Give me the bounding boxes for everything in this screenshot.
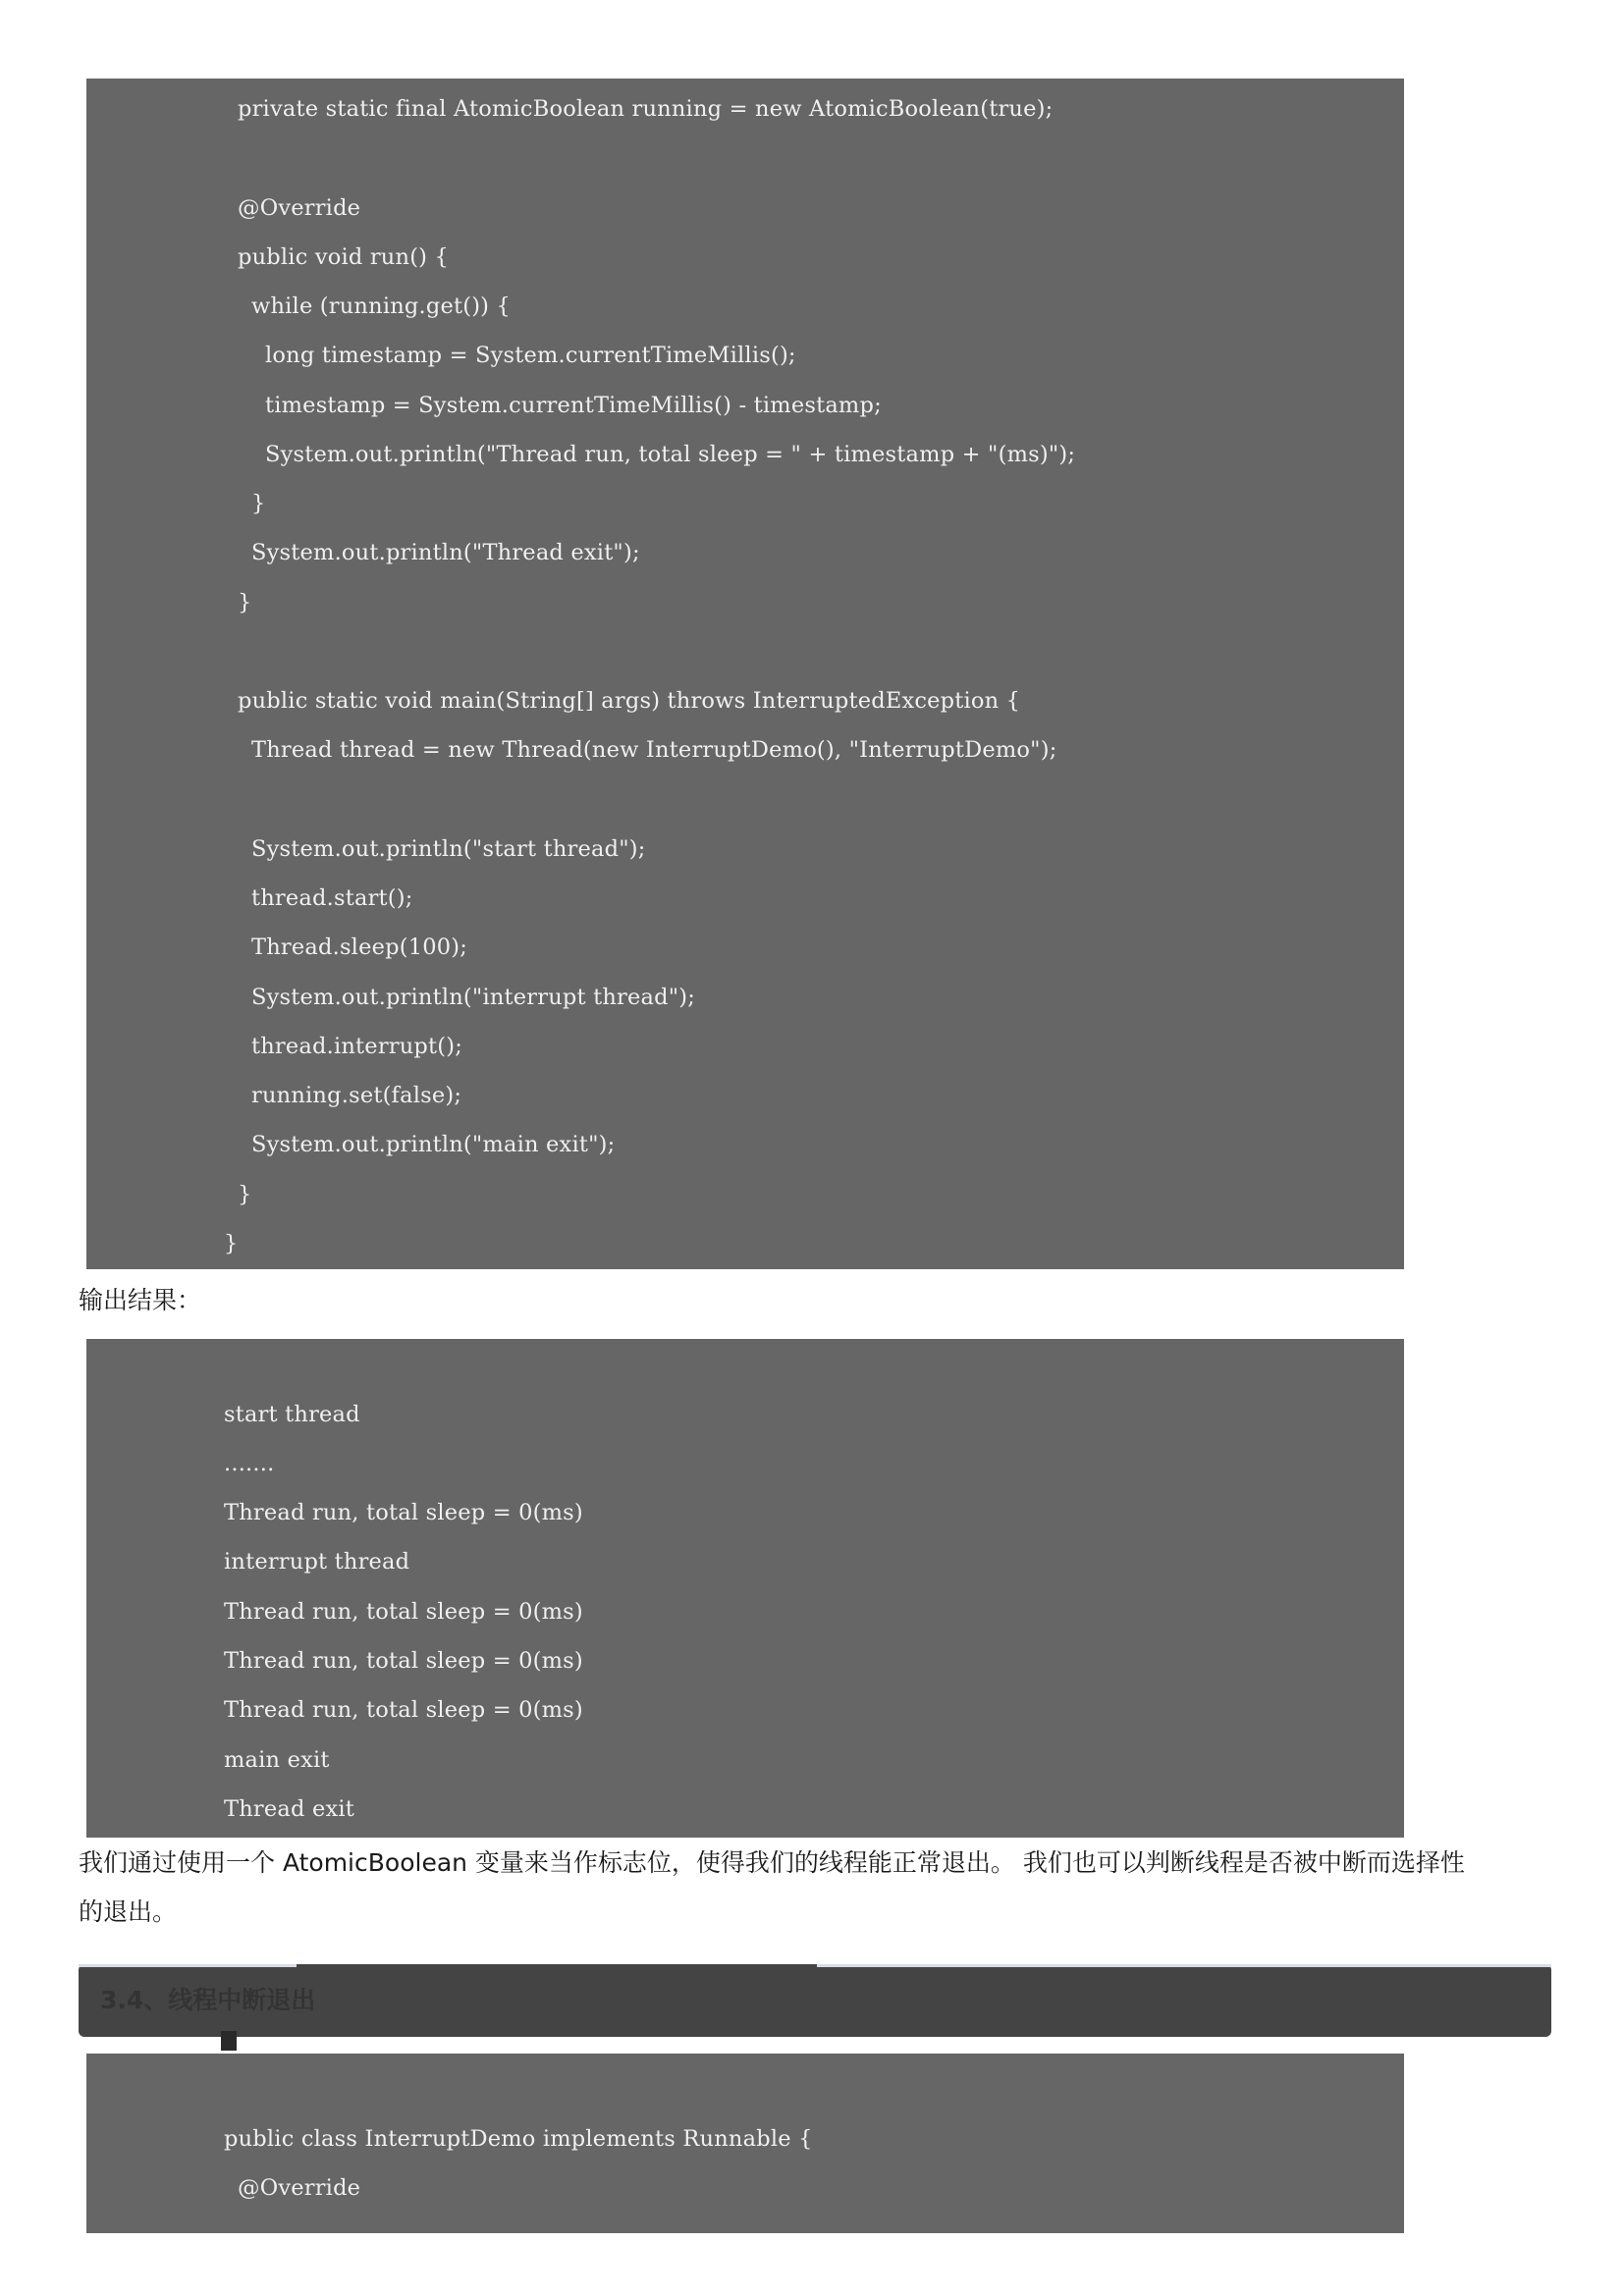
code-line: System.out.println("start thread"); bbox=[251, 836, 646, 862]
section-header-bar bbox=[79, 1964, 1551, 2037]
code-line: @Override bbox=[238, 195, 361, 221]
output-line: main exit bbox=[224, 1747, 330, 1773]
code-line: System.out.println("Thread exit"); bbox=[251, 540, 640, 565]
code-block-output bbox=[86, 1339, 1404, 1838]
output-line: Thread run, total sleep = 0(ms) bbox=[224, 1500, 583, 1525]
output-label: 输出结果： bbox=[79, 1286, 202, 1314]
code-line: thread.start(); bbox=[251, 885, 413, 911]
output-line: Thread exit bbox=[224, 1796, 354, 1822]
code-line: System.out.println("interrupt thread"); bbox=[251, 985, 696, 1010]
code-line: } bbox=[224, 1231, 239, 1256]
output-line: Thread run, total sleep = 0(ms) bbox=[224, 1697, 583, 1723]
code-line: private static final AtomicBoolean running = new AtomicBoolean(true); bbox=[238, 96, 1054, 122]
output-line: interrupt thread bbox=[224, 1549, 410, 1575]
section-marker bbox=[221, 2031, 237, 2051]
output-line: Thread run, total sleep = 0(ms) bbox=[224, 1599, 583, 1625]
code-line: } bbox=[238, 1182, 252, 1207]
code-line: public class InterruptDemo implements Runnable { bbox=[224, 2126, 813, 2152]
code-block-source bbox=[86, 79, 1404, 1269]
output-line: start thread bbox=[224, 1402, 360, 1427]
body-paragraph-line-2: 的退出。 bbox=[79, 1897, 178, 1926]
code-line: @Override bbox=[238, 2175, 361, 2201]
code-line: } bbox=[238, 590, 252, 615]
code-line: thread.interrupt(); bbox=[251, 1034, 463, 1059]
code-line: long timestamp = System.currentTimeMillis(); bbox=[265, 343, 796, 368]
code-line: running.set(false); bbox=[251, 1083, 462, 1108]
output-line: ....... bbox=[224, 1451, 275, 1476]
code-line: } bbox=[251, 491, 266, 516]
code-line: public static void main(String[] args) throws InterruptedException { bbox=[238, 688, 1021, 714]
code-line: public void run() { bbox=[238, 244, 450, 270]
section-bar-edge bbox=[817, 1964, 1551, 1967]
code-line: Thread.sleep(100); bbox=[251, 934, 467, 960]
code-line: timestamp = System.currentTimeMillis() - timestamp; bbox=[265, 393, 882, 418]
code-line: System.out.println("main exit"); bbox=[251, 1132, 616, 1157]
output-line: Thread run, total sleep = 0(ms) bbox=[224, 1648, 583, 1674]
code-line: System.out.println("Thread run, total sleep = " + timestamp + "(ms)"); bbox=[265, 442, 1076, 467]
section-title: 3.4、线程中断退出 bbox=[100, 1986, 316, 2014]
section-bar-edge bbox=[79, 1964, 297, 1967]
body-paragraph-line-1: 我们通过使用一个 AtomicBoolean 变量来当作标志位，使得我们的线程能正常退出。 我们也可以判断线程是否被中断而选择性 bbox=[79, 1848, 1465, 1877]
code-line: while (running.get()) { bbox=[251, 294, 512, 319]
code-block-source-2 bbox=[86, 2054, 1404, 2233]
code-line: Thread thread = new Thread(new InterruptDemo(), "InterruptDemo"); bbox=[251, 737, 1057, 763]
